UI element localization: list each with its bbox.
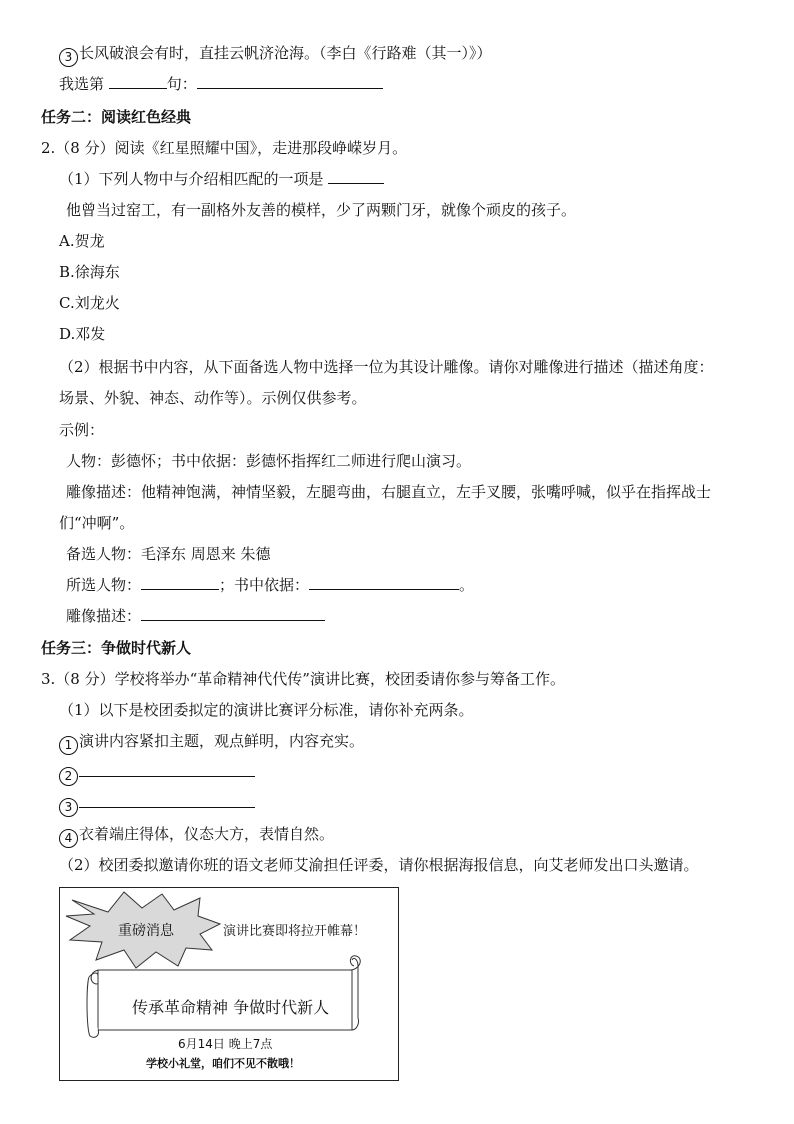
- poster-scroll-text: 传承革命精神 争做时代新人: [132, 998, 330, 1017]
- q3-sub2-stem: （2）校团委拟邀请你班的语文老师艾渝担任评委，请你根据海报信息，向艾老师发出口头邀请。: [59, 856, 699, 874]
- q2-option-c[interactable]: C.刘龙火: [59, 294, 120, 312]
- poster-headline: 演讲比赛即将拉开帷幕！: [223, 924, 367, 939]
- q3-sub1-stem: （1）以下是校团委拟定的演讲比赛评分标准，请你补充两条。: [59, 701, 474, 719]
- criterion-2: [59, 762, 255, 786]
- criterion-1: 1 演讲内容紧扣主题，观点鲜明，内容充实。: [59, 731, 364, 755]
- poster-burst-text: 重磅消息: [118, 923, 174, 939]
- q3-stem: 3.（8 分）学校将举办“革命精神代代传”演讲比赛，校团委请你参与筹备工作。: [41, 670, 565, 688]
- answer-blank-sentence-number[interactable]: [109, 74, 167, 89]
- poster-date-time: 6月14日 晚上7点: [178, 1037, 273, 1051]
- q2-sub2-line2: 场景、外貌、神态、动作等）。示例仅供参考。: [59, 389, 367, 407]
- circled-number: 3: [59, 798, 78, 817]
- example-description-line1: 雕像描述：他精神饱满，神情坚毅，左腿弯曲，右腿直立，左手叉腰，张嘴呼喊，似乎在指挥战士: [66, 483, 712, 501]
- criterion-4: 4 衣着端庄得体，仪态大方，表情自然。: [59, 824, 334, 848]
- criterion-3: [59, 793, 255, 817]
- q2-sub1-description: 他曾当过窑工，有一副格外友善的模样，少了两颗门牙，就像个顽皮的孩子。: [66, 201, 577, 219]
- q2-option-a[interactable]: A.贺龙: [59, 232, 105, 250]
- answer-blank-q2-1[interactable]: [328, 169, 384, 184]
- example-person: 人物：彭德怀；书中依据：彭德怀指挥红二师进行爬山演习。: [66, 452, 472, 470]
- answer-blank-criterion-2[interactable]: [79, 762, 255, 777]
- answer-blank-selected-person[interactable]: [141, 575, 219, 590]
- circled-number: 4: [59, 829, 78, 848]
- q2-sub2-line1: （2）根据书中内容，从下面备选人物中选择一位为其设计雕像。请你对雕像进行描述（描述角度：: [59, 358, 714, 376]
- q1-choice-line: 我选第 句：: [59, 74, 383, 94]
- poster-graphics: [60, 888, 400, 1082]
- example-description-line2: 们“冲啊”。: [59, 514, 135, 532]
- example-label: 示例：: [59, 421, 105, 439]
- answer-blank-book-basis[interactable]: [309, 575, 459, 590]
- statue-description-line: 雕像描述：: [66, 606, 325, 626]
- q2-option-d[interactable]: D.邓发: [59, 325, 106, 343]
- circled-number: 2: [59, 767, 78, 786]
- answer-blank-sentence-reason[interactable]: [197, 74, 383, 89]
- answer-blank-statue-description[interactable]: [141, 606, 325, 621]
- q2-option-b[interactable]: B.徐海东: [59, 263, 120, 281]
- candidate-persons: 备选人物：毛泽东 周恩来 朱德: [66, 545, 271, 563]
- q2-sub1-stem: （1）下列人物中与介绍相匹配的一项是: [59, 169, 384, 189]
- event-poster: [59, 887, 399, 1081]
- q1-item-3: 3 长风破浪会有时，直挂云帆济沧海。（李白《行路难（其一）》）: [59, 43, 492, 67]
- q2-stem: 2.（8 分）阅读《红星照耀中国》，走进那段峥嵘岁月。: [41, 139, 408, 157]
- selected-person-line: 所选人物： ；书中依据： 。: [66, 576, 475, 594]
- circled-number: 3: [59, 48, 78, 67]
- answer-blank-criterion-3[interactable]: [79, 793, 255, 808]
- circled-number: 1: [59, 736, 78, 755]
- task3-heading: 任务三：争做时代新人: [41, 639, 192, 657]
- poster-venue: 学校小礼堂，咱们不见不散哦！: [146, 1057, 300, 1070]
- task2-heading: 任务二：阅读红色经典: [41, 108, 192, 126]
